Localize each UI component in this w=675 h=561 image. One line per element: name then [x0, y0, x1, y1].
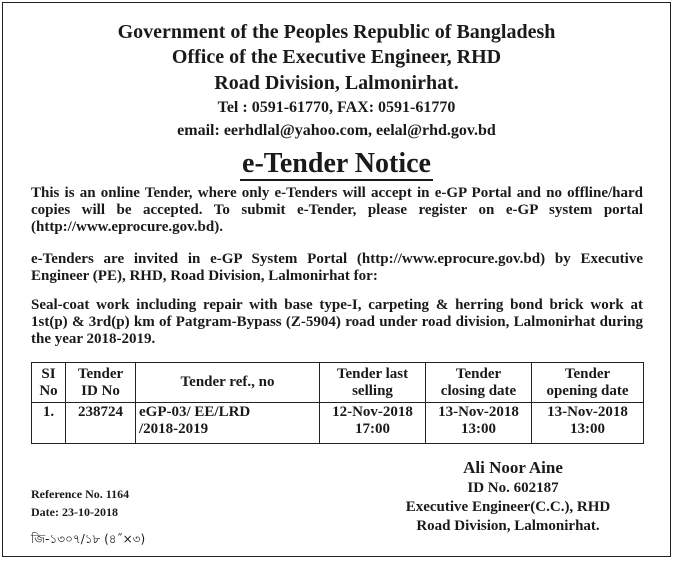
- signatory-office: Road Division, Lalmonirhat.: [416, 518, 600, 534]
- header-last-selling: Tender last selling: [320, 363, 426, 403]
- signatory-name: Ali Noor Aine: [463, 458, 563, 477]
- notice-frame: [2, 2, 671, 557]
- header-opening-date: Tender opening date: [532, 363, 644, 403]
- header-email: email: eerhdlal@yahoo.com, eelal@rhd.gov.bd: [177, 122, 496, 139]
- table-header-row: [32, 363, 644, 403]
- cell-opening-date: 13-Nov-2018 13:00: [532, 403, 644, 444]
- cell-tender-ref: eGP-03/ EE/LRD /2018-2019: [136, 403, 320, 444]
- table-row: [32, 403, 644, 444]
- tender-table: [31, 362, 644, 444]
- header-division: Road Division, Lalmonirhat.: [214, 72, 459, 94]
- cell-last-selling: 12-Nov-2018 17:00: [320, 403, 426, 444]
- header-tender-ref: Tender ref., no: [136, 363, 320, 403]
- paragraph-invitation: e-Tenders are invited in e-GP System Portal (http://www.eprocure.gov.bd) by Executive Engineer (PE), RHD, Road Division, Lalmonirhat for:: [31, 251, 643, 284]
- header-phone: Tel : 0591-61770, FAX: 0591-61770: [217, 99, 456, 116]
- header-tender-id: Tender ID No: [66, 363, 136, 403]
- paragraph-work-description: Seal-coat work including repair with base type-I, carpeting & herring bond brick work at 1st(p) & 3rd(p) km of Patgram-Bypass (Z-5904) road under road division, Lalmonirhat during the year 2018-2019.: [31, 297, 643, 347]
- notice-title-text: e-Tender Notice: [242, 148, 431, 179]
- cell-sl: 1.: [32, 403, 66, 444]
- signatory-id: ID No. 602187: [467, 480, 559, 496]
- header-sl: SI No: [32, 363, 66, 403]
- reference-date: Date: 23-10-2018: [31, 505, 118, 519]
- cell-tender-id: 238724: [66, 403, 136, 444]
- reference-number: Reference No. 1164: [31, 487, 130, 501]
- signatory-designation: Executive Engineer(C.C.), RHD: [405, 499, 611, 515]
- cell-closing-date: 13-Nov-2018 13:00: [426, 403, 532, 444]
- publication-code: জি-১৩০৭/১৮ (৪˝×৩): [31, 532, 146, 546]
- notice-title: [3, 148, 670, 180]
- paragraph-online-tender: This is an online Tender, where only e-Tenders will accept in e-GP Portal and no offline/hard copies will be accepted. To submit e-Tender, please register on e-GP system portal (http://www.eprocure.gov.bd).: [31, 185, 643, 235]
- header-government: Government of the Peoples Republic of Bangladesh: [117, 21, 556, 43]
- header-closing-date: Tender closing date: [426, 363, 532, 403]
- header-office: Office of the Executive Engineer, RHD: [171, 46, 502, 68]
